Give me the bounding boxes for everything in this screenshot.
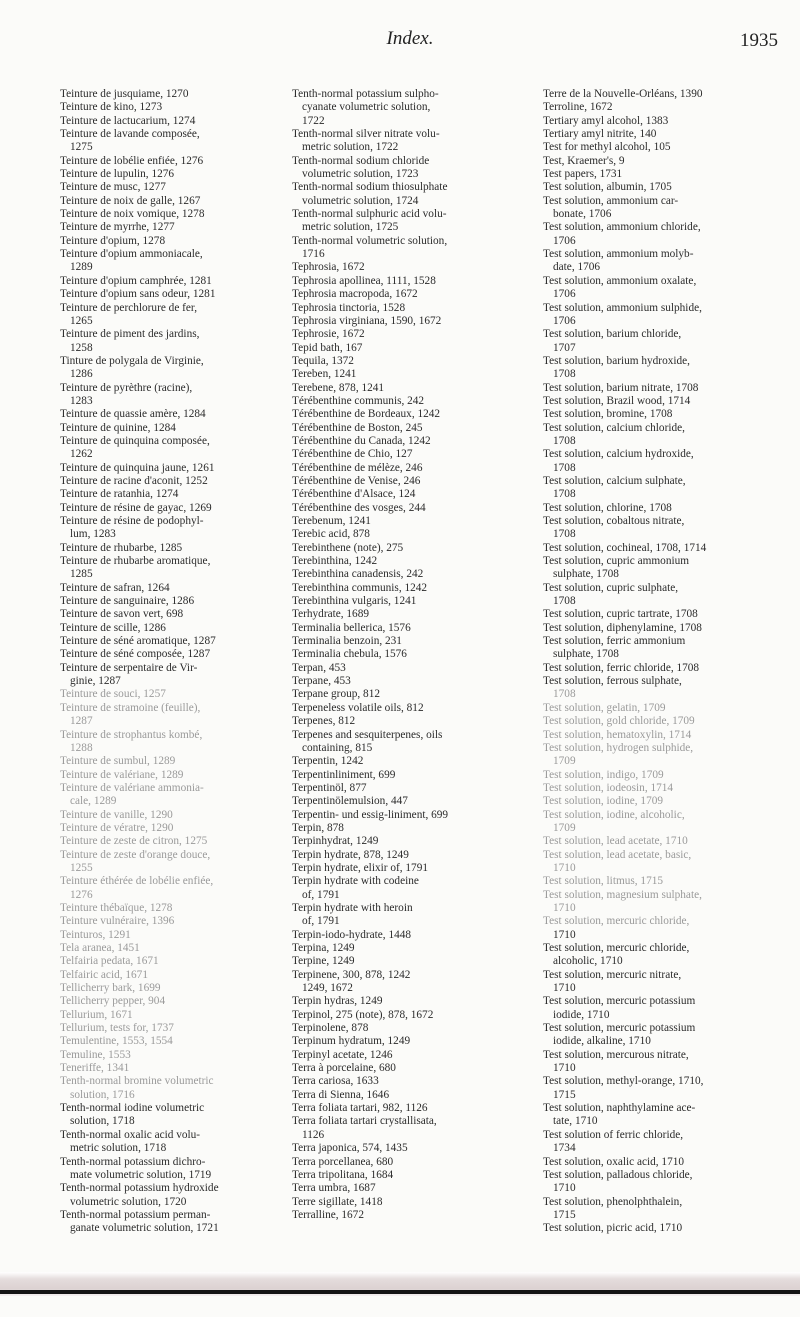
index-line: cale, 1289 (70, 795, 117, 808)
index-line: Test solution, ferric chloride, 1708 (543, 661, 700, 674)
index-line: 1722 (302, 114, 325, 127)
index-line: Terpan, 453 (292, 661, 346, 674)
index-line: Terebenum, 1241 (292, 515, 371, 527)
index-line: Teinture de quinquina composée, (60, 434, 210, 447)
index-line: Tela aranea, 1451 (60, 942, 140, 954)
index-line: Tenth-normal oxalic acid volu- (60, 1128, 201, 1141)
index-line: 1275 (70, 141, 93, 154)
index-line: Test solution, cochineal, 1708, 1714 (543, 541, 707, 554)
index-line: 1710 (553, 901, 576, 914)
index-line: Terpina, 1249 (292, 942, 355, 954)
index-line: Terpinum hydratum, 1249 (292, 1035, 411, 1048)
index-line: volumetric solution, 1723 (302, 168, 419, 181)
index-line: 1708 (553, 688, 576, 701)
index-line: Test solution, lead acetate, 1710 (543, 835, 688, 848)
index-line: Tenth-normal sulphuric acid volu- (292, 208, 447, 221)
index-line: Terebene, 878, 1241 (292, 381, 385, 394)
index-line: Test solution, mercuric chloride, (543, 942, 690, 954)
index-line: Teinture de valériane, 1289 (60, 768, 184, 781)
index-line: 1716 (302, 248, 325, 261)
index-line: Teinture de racine d'aconit, 1252 (60, 474, 208, 487)
index-line: tate, 1710 (553, 1115, 598, 1128)
index-line: Tephrosia, 1672 (292, 261, 365, 274)
index-line: 1708 (553, 528, 576, 541)
index-line: Teinture de musc, 1277 (60, 181, 166, 194)
index-line: Tertiary amyl nitrite, 140 (543, 128, 657, 141)
index-line: Terebinthina vulgaris, 1241 (292, 595, 417, 608)
index-line: volumetric solution, 1724 (302, 194, 419, 207)
index-line: Test solution, ferrous sulphate, (543, 675, 682, 688)
index-line: Test solution, methyl-orange, 1710, (543, 1075, 704, 1088)
index-line: Teinture de quinquina jaune, 1261 (60, 461, 215, 474)
index-line: Teinture de séné composée, 1287 (60, 648, 211, 661)
index-line: Térébenthine de Chio, 127 (292, 448, 413, 461)
index-line: Test solution, litmus, 1715 (543, 875, 664, 888)
index-line: Test solution, barium chloride, (543, 328, 682, 341)
index-line: Teinture de résine de podophyl- (60, 515, 204, 527)
index-line: Teinture de piment des jardins, (60, 328, 200, 341)
index-line: Test papers, 1731 (543, 168, 623, 181)
index-line: Terebinthina communis, 1242 (292, 581, 428, 594)
index-line: Test solution, naphthylamine ace- (543, 1102, 696, 1115)
index-line: bonate, 1706 (553, 208, 612, 221)
index-line: ganate volumetric solution, 1721 (70, 1222, 219, 1235)
page-header-title: Index. (386, 28, 434, 49)
index-line: Teneriffe, 1341 (60, 1062, 130, 1075)
index-line: Test solution, oxalic acid, 1710 (543, 1155, 685, 1168)
index-line: Terpin hydrate, 878, 1249 (292, 848, 409, 861)
index-line: 1276 (70, 888, 93, 901)
index-line: date, 1706 (553, 261, 601, 274)
index-line: volumetric solution, 1720 (70, 1195, 187, 1208)
index-line: Térébenthine du Canada, 1242 (292, 434, 431, 447)
index-line: Terpin hydras, 1249 (292, 995, 383, 1008)
index-line: containing, 815 (302, 741, 373, 754)
index-line: Terpane, 453 (292, 675, 351, 688)
index-line: Test solution, lead acetate, basic, (543, 848, 692, 861)
index-line: 1708 (553, 488, 576, 501)
index-line: Teinture de strophantus kombé, (60, 728, 203, 741)
index-line: Test for methyl alcohol, 105 (543, 141, 671, 154)
index-line: Térébenthine de Bordeaux, 1242 (292, 408, 441, 421)
index-line: Test solution, ammonium car- (543, 194, 679, 207)
index-line: 1710 (553, 1182, 576, 1195)
index-line: 1706 (553, 314, 576, 327)
index-line: Teinture de serpentaire de Vir- (60, 661, 198, 674)
index-line: Terpinyl acetate, 1246 (292, 1048, 393, 1061)
index-line: Terpinolene, 878 (292, 1022, 369, 1035)
index-line: Terroline, 1672 (543, 101, 613, 114)
index-line: Terra di Sienna, 1646 (292, 1088, 390, 1101)
index-line: Tereben, 1241 (292, 368, 357, 381)
index-line: 1715 (553, 1208, 576, 1221)
index-line: of, 1791 (302, 888, 340, 901)
index-line: 1710 (553, 861, 576, 874)
index-line: Teinture de noix vomique, 1278 (60, 208, 205, 221)
index-line: Teinture éthérée de lobélie enfiée, (60, 875, 214, 888)
index-line: Test solution, mercurous nitrate, (543, 1048, 689, 1061)
page-bottom-edge (0, 1290, 800, 1294)
index-line: Teinture de perchlorure de fer, (60, 301, 198, 314)
index-line: Test solution, bromine, 1708 (543, 408, 673, 421)
index-line: Test solution, indigo, 1709 (543, 768, 664, 781)
index-line: Teinture de safran, 1264 (60, 581, 170, 594)
index-line: Terminalia benzoin, 231 (292, 635, 402, 648)
index-line: 1706 (553, 288, 576, 301)
index-line: Test solution, iodine, 1709 (543, 795, 664, 808)
index-line: Teinture d'opium sans odeur, 1281 (60, 288, 216, 301)
index-line: Teinture de quinine, 1284 (60, 421, 176, 434)
index-line: Test solution, magnesium sulphate, (543, 888, 702, 901)
index-line: Teinture de quassie amère, 1284 (60, 408, 206, 421)
index-line: Test solution, palladous chloride, (543, 1168, 693, 1181)
index-line: Test solution, cobaltous nitrate, (543, 515, 685, 527)
index-line: Tenth-normal silver nitrate volu- (292, 128, 440, 141)
index-line: Tellurium, 1671 (60, 1008, 133, 1021)
index-line: Terpane group, 812 (292, 688, 380, 701)
index-line: Teinture d'opium, 1278 (60, 234, 166, 247)
index-line: 1285 (70, 568, 93, 581)
index-line: Terralline, 1672 (292, 1208, 364, 1221)
index-line: Terra foliata tartari, 982, 1126 (292, 1102, 428, 1115)
index-line: Test solution, cupric ammonium (543, 555, 690, 568)
index-line: Test solution, picric acid, 1710 (543, 1222, 683, 1235)
index-line: Terpentin- und essig-liniment, 699 (292, 808, 449, 821)
index-line: Teinture de myrrhe, 1277 (60, 221, 175, 234)
index-line: Teinture de rhubarbe, 1285 (60, 541, 183, 554)
index-line: Test solution, mercuric potassium (543, 1022, 696, 1035)
index-line: 1708 (553, 368, 576, 381)
index-column-middle (292, 88, 522, 1222)
index-line: Test solution of ferric chloride, (543, 1128, 684, 1141)
index-line: Teinture de lavande composée, (60, 128, 200, 141)
index-line: Térébenthine de Boston, 245 (292, 421, 423, 434)
index-line: 1707 (553, 341, 576, 354)
index-line: 1706 (553, 234, 576, 247)
index-line: 1710 (553, 1062, 576, 1075)
index-line: Tenth-normal iodine volumetric (60, 1102, 205, 1115)
index-line: Teinture de rhubarbe aromatique, (60, 555, 211, 568)
index-line: Test solution, ammonium molyb- (543, 248, 694, 261)
index-line: Terre de la Nouvelle-Orléans, 1390 (543, 88, 703, 100)
index-line: Test, Kraemer's, 9 (543, 154, 625, 167)
index-line: Teinture d'opium ammoniacale, (60, 248, 203, 261)
index-line: Terra porcellanea, 680 (292, 1155, 394, 1168)
index-line: Terra japonica, 574, 1435 (292, 1142, 408, 1155)
index-line: Teinture de pyrèthre (racine), (60, 381, 193, 394)
index-line: metric solution, 1725 (302, 221, 399, 234)
index-line: Teinture de lobélie enfiée, 1276 (60, 154, 204, 167)
index-line: Tephrosia tinctoria, 1528 (292, 301, 406, 314)
index-line: Térébenthine de Venise, 246 (292, 474, 421, 487)
index-line: Tequila, 1372 (292, 354, 354, 367)
index-line: Test solution, cupric sulphate, (543, 581, 679, 594)
index-line: Terebic acid, 878 (292, 528, 370, 541)
index-line: solution, 1718 (70, 1115, 135, 1128)
index-line: 1708 (553, 595, 576, 608)
index-line: mate volumetric solution, 1719 (70, 1168, 212, 1181)
index-line: Test solution, cupric tartrate, 1708 (543, 608, 698, 621)
index-line: Teinture de lactucarium, 1274 (60, 114, 196, 127)
index-line: Térébenthine de mélèze, 246 (292, 461, 423, 474)
index-line: Térébenthine des vosges, 244 (292, 501, 426, 514)
index-line: Tenth-normal potassium hydroxide (60, 1182, 219, 1195)
index-line: Tinture de polygala de Virginie, (60, 354, 204, 367)
index-line: Teinture de valériane ammonia- (60, 781, 204, 794)
index-line: Teinture d'opium camphrée, 1281 (60, 274, 212, 287)
index-line: Test solution, calcium chloride, (543, 421, 685, 434)
index-line: Telfairic acid, 1671 (60, 968, 148, 981)
index-line: Test solution, mercuric nitrate, (543, 968, 682, 981)
index-line: of, 1791 (302, 915, 340, 928)
index-line: Teinture de vératre, 1290 (60, 821, 174, 834)
index-line: Test solution, mercuric potassium (543, 995, 696, 1008)
index-line: Tenth-normal sodium thiosulphate (292, 181, 448, 194)
index-line: Tenth-normal sodium chloride (292, 154, 430, 167)
index-line: Teinture de scille, 1286 (60, 621, 166, 634)
index-line: Teinture thébaïque, 1278 (60, 901, 173, 914)
index-line: Teinture de kino, 1273 (60, 101, 163, 114)
index-line: Terpin hydrate, elixir of, 1791 (292, 861, 428, 874)
index-line: 1709 (553, 821, 576, 834)
index-line: 1708 (553, 434, 576, 447)
index-line: Test solution, hydrogen sulphide, (543, 741, 694, 754)
index-line: Test solution, ammonium sulphide, (543, 301, 702, 314)
index-line: Teinture de lupulin, 1276 (60, 168, 175, 181)
index-line: Tephrosia virginiana, 1590, 1672 (292, 314, 442, 327)
index-line: Terre sigillate, 1418 (292, 1195, 383, 1208)
index-line: Terpentin, 1242 (292, 755, 364, 768)
index-line: 1286 (70, 368, 93, 381)
index-line: 1255 (70, 861, 93, 874)
index-line: Terpeneless volatile oils, 812 (292, 701, 424, 714)
index-line: cyanate volumetric solution, (302, 101, 431, 114)
index-line: Test solution, ammonium chloride, (543, 221, 701, 234)
index-line: Tephrosia macropoda, 1672 (292, 288, 418, 301)
index-line: sulphate, 1708 (553, 648, 619, 661)
index-line: 1262 (70, 448, 93, 461)
index-line: Terpin-iodo-hydrate, 1448 (292, 928, 412, 941)
index-line: 1258 (70, 341, 93, 354)
index-line: Teinture de résine de gayac, 1269 (60, 501, 212, 514)
index-line: Terra umbra, 1687 (292, 1182, 376, 1195)
index-line: Teinture de jusquiame, 1270 (60, 88, 189, 100)
index-line: Teinture de zeste de citron, 1275 (60, 835, 208, 848)
index-line: Terra cariosa, 1633 (292, 1075, 379, 1088)
index-line: alcoholic, 1710 (553, 955, 623, 968)
index-line: Terpentinöl, 877 (292, 781, 367, 794)
index-line: Tephrosia apollinea, 1111, 1528 (292, 274, 436, 287)
index-line: Test solution, ferric ammonium (543, 635, 686, 648)
index-line: Terebinthina canadensis, 242 (292, 568, 424, 581)
index-line: Tellicherry pepper, 904 (60, 995, 166, 1008)
index-line: Terminalia bellerica, 1576 (292, 621, 411, 634)
index-line: Terminalia chebula, 1576 (292, 648, 407, 661)
index-line: Terpinhydrat, 1249 (292, 835, 379, 848)
index-line: Terpenes, 812 (292, 715, 356, 728)
index-line: Test solution, hematoxylin, 1714 (543, 728, 692, 741)
index-line: Test solution, ammonium oxalate, (543, 274, 697, 287)
index-line: Terra à porcelaine, 680 (292, 1062, 396, 1075)
index-line: Temulentine, 1553, 1554 (60, 1035, 173, 1048)
index-line: Test solution, calcium sulphate, (543, 474, 686, 487)
index-line: Test solution, gold chloride, 1709 (543, 715, 695, 728)
index-line: Tenth-normal potassium perman- (60, 1208, 211, 1221)
index-line: 1249, 1672 (302, 982, 353, 995)
index-line: Teinture de savon vert, 698 (60, 608, 184, 621)
index-line: Tepid bath, 167 (292, 341, 363, 354)
index-line: Test solution, albumin, 1705 (543, 181, 672, 194)
index-line: 1715 (553, 1088, 576, 1101)
index-line: Tenth-normal potassium dichro- (60, 1155, 206, 1168)
index-line: Temuline, 1553 (60, 1048, 131, 1061)
index-line: Terpin hydrate with codeine (292, 875, 419, 888)
index-line: Teinture de sumbul, 1289 (60, 755, 176, 768)
index-line: 1710 (553, 982, 576, 995)
index-line: iodide, 1710 (553, 1008, 610, 1021)
index-line: Tertiary amyl alcohol, 1383 (543, 114, 669, 127)
index-line: Tellicherry bark, 1699 (60, 982, 161, 995)
index-line: Tenth-normal potassium sulpho- (292, 88, 439, 100)
index-line: solution, 1716 (70, 1088, 135, 1101)
index-line: Test solution, barium hydroxide, (543, 354, 690, 367)
index-line: 1288 (70, 741, 93, 754)
index-line: 1283 (70, 394, 93, 407)
index-line: Terpin hydrate with heroin (292, 901, 413, 914)
index-line: Test solution, iodine, alcoholic, (543, 808, 685, 821)
index-line: 1709 (553, 755, 576, 768)
index-line: Teinture de stramoine (feuille), (60, 701, 201, 714)
index-line: Terpenes and sesquiterpenes, oils (292, 728, 443, 741)
index-line: 1708 (553, 461, 576, 474)
index-line: Teinture de séné aromatique, 1287 (60, 635, 216, 648)
index-line: Terra foliata tartari crystallisata, (292, 1115, 437, 1128)
index-line: Terpinene, 300, 878, 1242 (292, 968, 411, 981)
index-line: Teinture vulnéraire, 1396 (60, 915, 175, 928)
index-line: Teinture de zeste d'orange douce, (60, 848, 211, 861)
index-line: Test solution, phenolphthalein, (543, 1195, 683, 1208)
index-line: Test solution, Brazil wood, 1714 (543, 394, 691, 407)
index-line: Teinture de sanguinaire, 1286 (60, 595, 195, 608)
index-line: Terebinthina, 1242 (292, 555, 378, 568)
index-line: Terra tripolitana, 1684 (292, 1168, 394, 1181)
index-line: metric solution, 1718 (70, 1142, 167, 1155)
index-line: Test solution, chlorine, 1708 (543, 501, 672, 514)
index-line: 1289 (70, 261, 93, 274)
index-line: Terpine, 1249 (292, 955, 355, 968)
index-line: Teinture de vanille, 1290 (60, 808, 173, 821)
index-column-left (60, 88, 275, 1236)
index-line: Test solution, diphenylamine, 1708 (543, 621, 702, 634)
index-line: Teinture de ratanhia, 1274 (60, 488, 179, 501)
index-line: metric solution, 1722 (302, 141, 399, 154)
index-line: Térébenthine d'Alsace, 124 (292, 488, 416, 501)
index-line: 1126 (302, 1128, 325, 1141)
page-number: 1935 (740, 30, 778, 51)
index-line: Terpin, 878 (292, 821, 344, 834)
index-line: Terpentinölemulsion, 447 (292, 795, 408, 808)
index-line: lum, 1283 (70, 528, 116, 541)
index-line: Teinture de noix de galle, 1267 (60, 194, 201, 207)
index-line: Telfairia pedata, 1671 (60, 955, 159, 968)
index-line: Teinture de souci, 1257 (60, 688, 166, 701)
index-line: Tephrosie, 1672 (292, 328, 365, 341)
index-line: Test solution, gelatin, 1709 (543, 701, 666, 714)
index-line: Tenth-normal bromine volumetric (60, 1075, 214, 1088)
index-line: Terebinthene (note), 275 (292, 541, 404, 554)
index-line: Teinturos, 1291 (60, 928, 131, 941)
index-line: 1287 (70, 715, 93, 728)
index-column-right (543, 88, 773, 1236)
index-line: Térébenthine communis, 242 (292, 394, 425, 407)
index-line: Terpentinliniment, 699 (292, 768, 396, 781)
index-line: Terpinol, 275 (note), 878, 1672 (292, 1008, 434, 1021)
index-line: sulphate, 1708 (553, 568, 619, 581)
index-line: Tellurium, tests for, 1737 (60, 1022, 174, 1035)
index-line: Terhydrate, 1689 (292, 608, 370, 621)
index-line: Tenth-normal volumetric solution, (292, 234, 448, 247)
index-line: 1734 (553, 1142, 576, 1155)
index-line: iodide, alkaline, 1710 (553, 1035, 651, 1048)
index-line: Test solution, barium nitrate, 1708 (543, 381, 699, 394)
index-line: ginie, 1287 (70, 675, 121, 688)
index-line: 1265 (70, 314, 93, 327)
index-line: Test solution, mercuric chloride, (543, 915, 690, 928)
index-line: Test solution, iodeosin, 1714 (543, 781, 674, 794)
index-line: Test solution, calcium hydroxide, (543, 448, 694, 461)
index-line: 1710 (553, 928, 576, 941)
